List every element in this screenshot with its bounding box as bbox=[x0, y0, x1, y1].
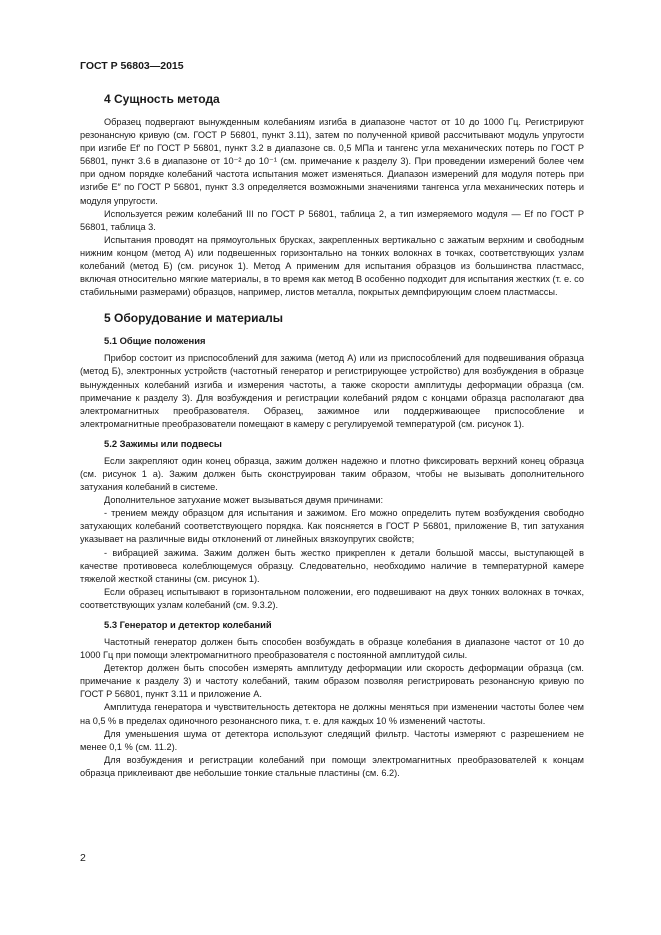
subsection-5-3-heading: 5.3 Генератор и детектор колебаний bbox=[104, 619, 272, 630]
subsection-5-3-paragraph: Частотный генератор должен быть способен возбуждать в образце колебания в диапазоне частот от 10 до 1000 Гц при помощи электромагнитного преобразователя с постоянной амплитудой силы. bbox=[80, 637, 584, 661]
subsection-5-1-paragraph: Прибор состоит из приспособлений для зажима (метод А) или из приспособлений для подвешивания образца (метод Б), электронных устройств (частотный генератор и регистрирующее устройство) для возбуждения в образце вынужденных колебаний изгиба и измерения частоты, а также скорости амплитуды деформации образца (см. примечание к разделу 3). Для возбуждения и регистрации колебаний рядом с концами образца располагают два электромагнитных преобразователя. Образец, зажимное или поддерживающее приспособление и электромагнитные преобразователи помещают в камеру с регулируемой температурой (см. рисунок 1). bbox=[80, 353, 584, 429]
subsection-5-2-heading: 5.2 Зажимы или подвесы bbox=[104, 437, 222, 449]
subsection-5-2-paragraph: Дополнительное затухание может вызываться двумя причинами: bbox=[104, 495, 384, 506]
section-4-paragraph: Образец подвергают вынужденным колебаниям изгиба в диапазоне частот от 10 до 1000 Гц. Регистрируют резонансную кривую (см. ГОСТ Р 56801, пункт 3.11), затем по полученной кривой рассчитывают модуль упругости при изгибе Ef′ по ГОСТ Р 56801, пункт 3.2 в диапазоне св. 0,5 МПа и тангенс угла механических потерь по ГОСТ Р 56801, пункт 3.6 в диапазоне от 10⁻² до 10⁻¹ (см. примечание к разделу 3). При проведении измерений более чем при одном порядке колебаний частота испытания может изменяться. Диапазон измерений для модуля потерь при изгибе E″ по ГОСТ Р 56801, пункт 3.3 определяется возможными значениями тангенса угла механических потерь и модуля упругости. bbox=[80, 117, 584, 206]
section-5-heading: 5 Оборудование и материалы bbox=[104, 311, 284, 326]
subsection-5-3-paragraph: Для возбуждения и регистрации колебаний при помощи электромагнитных преобразователей к концам образца приклеивают две небольшие тонкие стальные пластины (см. 6.2). bbox=[80, 754, 584, 778]
subsection-5-3-paragraph: Для уменьшения шума от детектора используют следящий фильтр. Частоты измеряют с разрешением не менее 0,1 % (см. 11.2). bbox=[80, 728, 584, 752]
subsection-5-3-paragraph: Детектор должен быть способен измерять амплитуду деформации или скорость деформации образца (см. примечание к разделу 3) и частоту колебаний, таким образом позволяя регистрировать резонансную кривую по ГОСТ Р 56801, пункт 3.11 и приложение А. bbox=[80, 663, 584, 700]
section-4-paragraph: Используется режим колебаний III по ГОСТ Р 56801, таблица 2, а тип измеряемого модуля — Ef по ГОСТ Р 56801, таблица 3. bbox=[80, 208, 584, 232]
section-4-heading: 4 Сущность метода bbox=[104, 92, 220, 106]
doc-header: ГОСТ Р 56803—2015 bbox=[80, 60, 184, 72]
subsection-5-2-paragraph: Если закрепляют один конец образца, зажим должен надежно и плотно фиксировать верхний конец образца (см. рисунок 1 а). Зажим должен быть сконструирован таким образом, чтобы не вызывать дополнительного затухания колебаний в системе. bbox=[80, 455, 584, 493]
document-body bbox=[80, 92, 584, 780]
page-number: 2 bbox=[80, 852, 86, 864]
subsection-5-2-paragraph: - трением между образцом для испытания и зажимом. Его можно определить путем возбуждения свободно затухающих колебаний соответствующего порядка. Как поясняется в ГОСТ Р 56801, приложение В, тип затухания указывает на различные виды отклонений от линейных вязкоупругих свойств; bbox=[80, 508, 584, 545]
section-4-paragraph: Испытания проводят на прямоугольных брусках, закрепленных вертикально с зажатым верхним и свободным нижним концом (метод А) или подвешенных горизонтально на тонких волокнах в точках, соответствующих узлам колебаний (метод Б) (см. рисунок 1). Метод А применим для испытания образцов из большинства пластмасс, включая относительно мягкие материалы, в то время как метод В особенно подходит для испытания жестких (т. е. со стабильными размерами) образцов, например, листов металла, покрытых демпфирующим слоем пластмассы. bbox=[80, 234, 584, 298]
subsection-5-1-heading: 5.1 Общие положения bbox=[104, 335, 206, 347]
subsection-5-3-paragraph: Амплитуда генератора и чувствительность детектора не должны меняться при изменении частоты более чем на 0,5 % в пределах одиночного резонансного пика, т. е. для каждых 10 % изменений частоты. bbox=[80, 702, 584, 726]
subsection-5-2-paragraph: Если образец испытывают в горизонтальном положении, его подвешивают на двух тонких волокнах в точках, соответствующих узлам колебаний (см. 9.3.2). bbox=[80, 586, 584, 610]
subsection-5-2-paragraph: - вибрацией зажима. Зажим должен быть жестко прикреплен к детали большой массы, выступающей в качестве противовеса колеблющемуся образцу. Следовательно, необходимо наличие в температурной камере тяжелой жесткой станины (см. рисунок 1). bbox=[80, 547, 584, 584]
